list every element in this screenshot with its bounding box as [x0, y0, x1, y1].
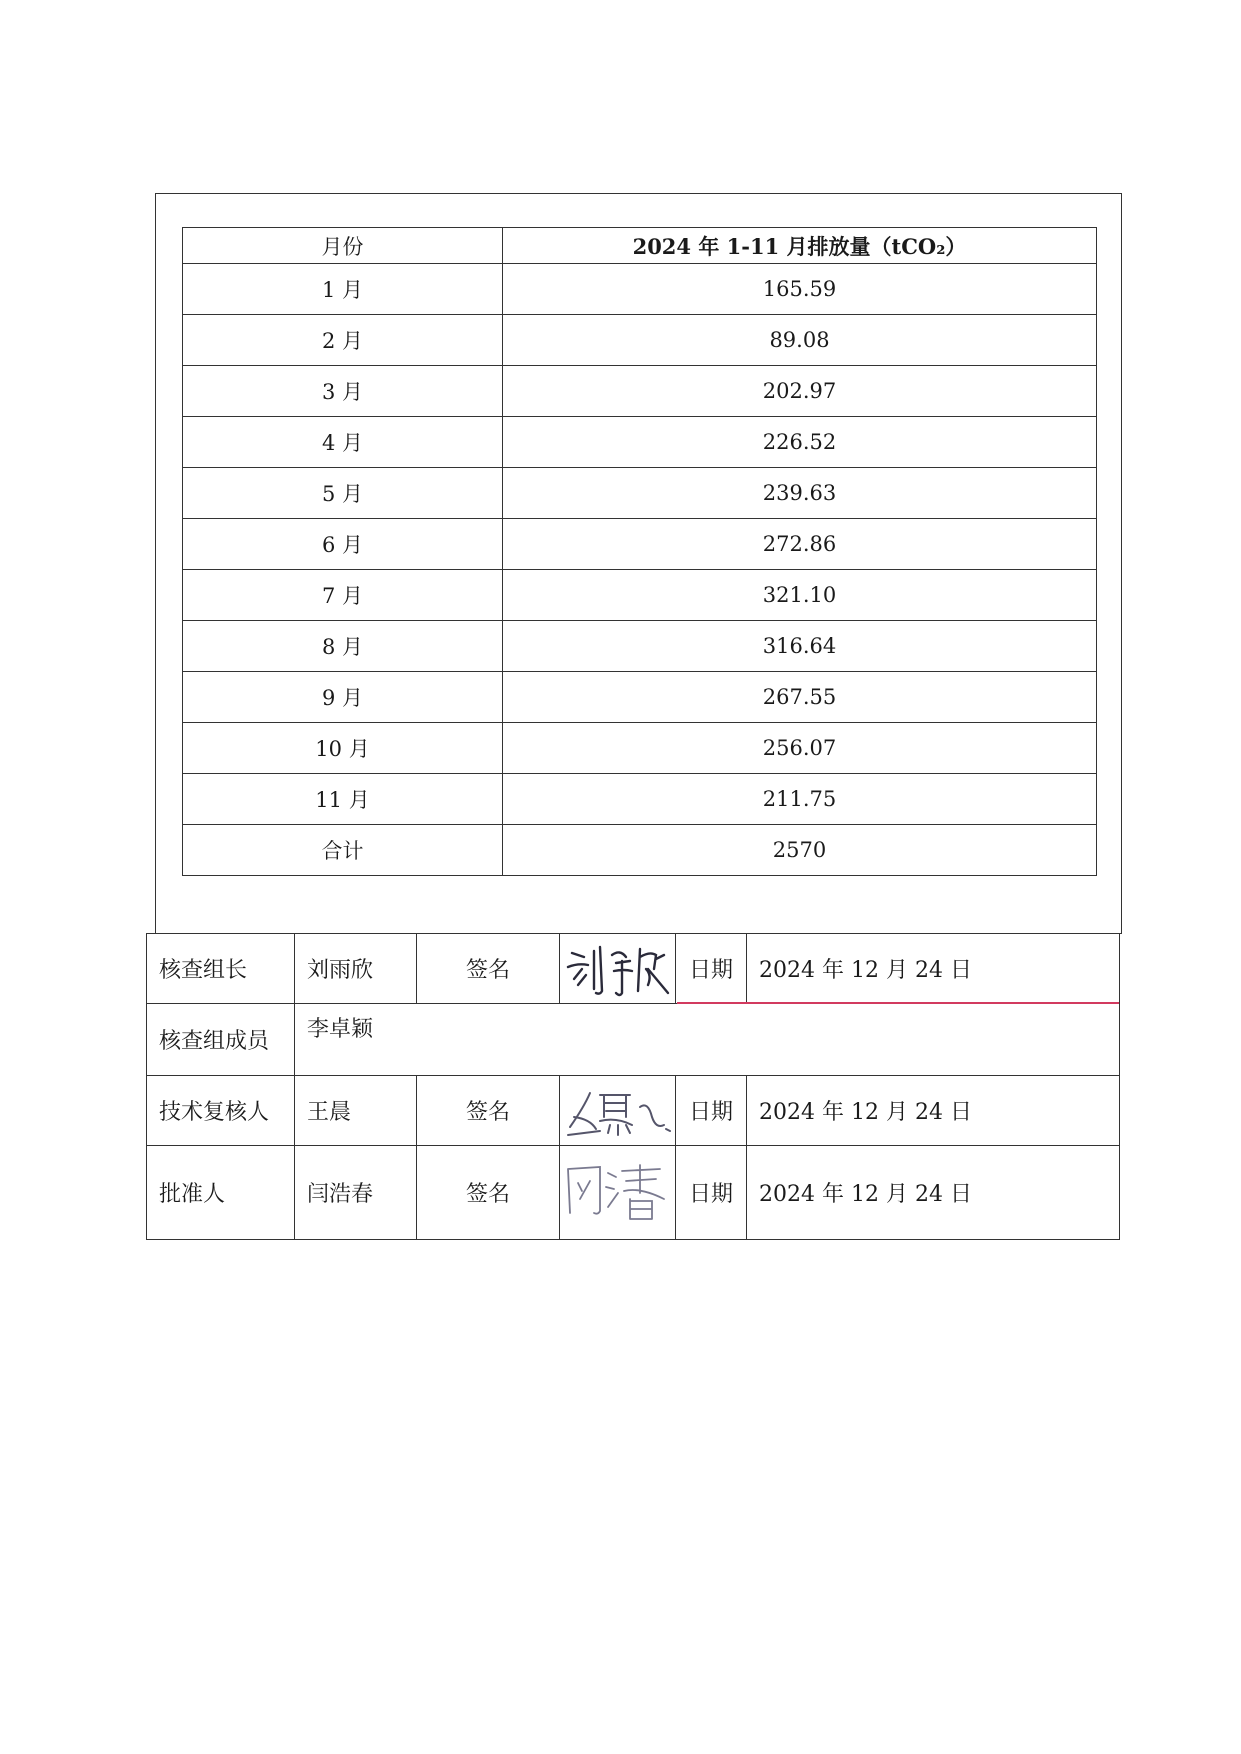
approver-label: 批准人: [147, 1146, 295, 1240]
value-cell: 226.52: [503, 417, 1097, 468]
red-rule-line: [677, 1002, 1119, 1004]
sign-label: 签名: [417, 1076, 560, 1146]
month-cell: 9 月: [183, 672, 503, 723]
table-row: [183, 315, 1097, 366]
table-row: [183, 723, 1097, 774]
approver-date: 2024 年 12 月 24 日: [747, 1146, 1120, 1240]
table-row: [183, 774, 1097, 825]
header-month: 月份: [183, 228, 503, 264]
month-cell: 11 月: [183, 774, 503, 825]
sign-label: 签名: [417, 934, 560, 1004]
month-cell: 3 月: [183, 366, 503, 417]
date-label: 日期: [676, 1146, 747, 1240]
value-cell: 89.08: [503, 315, 1097, 366]
value-cell: 256.07: [503, 723, 1097, 774]
total-value: 2570: [503, 825, 1097, 876]
signoff-table: [146, 933, 1120, 1240]
month-cell: 4 月: [183, 417, 503, 468]
total-row: [183, 825, 1097, 876]
month-cell: 8 月: [183, 621, 503, 672]
month-cell: 6 月: [183, 519, 503, 570]
date-label: 日期: [676, 934, 747, 1004]
value-cell: 321.10: [503, 570, 1097, 621]
approver-row: [147, 1146, 1120, 1240]
leader-name: 刘雨欣: [295, 934, 417, 1004]
value-cell: 165.59: [503, 264, 1097, 315]
reviewer-date: 2024 年 12 月 24 日: [747, 1076, 1120, 1146]
table-row: [183, 366, 1097, 417]
value-cell: 202.97: [503, 366, 1097, 417]
value-cell: 272.86: [503, 519, 1097, 570]
table-row: [183, 468, 1097, 519]
date-label: 日期: [676, 1076, 747, 1146]
sign-label: 签名: [417, 1146, 560, 1240]
approver-signature: [560, 1146, 676, 1240]
table-row: [183, 417, 1097, 468]
month-cell: 1 月: [183, 264, 503, 315]
value-cell: 267.55: [503, 672, 1097, 723]
value-cell: 316.64: [503, 621, 1097, 672]
value-cell: 239.63: [503, 468, 1097, 519]
table-row: [183, 519, 1097, 570]
leader-signature: [560, 934, 676, 1004]
table-row: [183, 570, 1097, 621]
leader-label: 核查组长: [147, 934, 295, 1004]
emissions-table: [182, 227, 1097, 876]
reviewer-row: [147, 1076, 1120, 1146]
leader-row: [147, 934, 1120, 1004]
reviewer-signature: [560, 1076, 676, 1146]
table-row: [183, 672, 1097, 723]
table-row: [183, 264, 1097, 315]
table-row: [183, 621, 1097, 672]
total-label: 合计: [183, 825, 503, 876]
approver-name: 闫浩春: [295, 1146, 417, 1240]
value-cell: 211.75: [503, 774, 1097, 825]
month-cell: 10 月: [183, 723, 503, 774]
month-cell: 2 月: [183, 315, 503, 366]
reviewer-label: 技术复核人: [147, 1076, 295, 1146]
members-row: [147, 1004, 1120, 1076]
header-emissions: 2024 年 1-11 月排放量（tCO₂）: [503, 228, 1097, 264]
members-names: 李卓颖: [295, 1004, 1120, 1076]
month-cell: 5 月: [183, 468, 503, 519]
leader-date: 2024 年 12 月 24 日: [747, 934, 1120, 1004]
table-header-row: [183, 228, 1097, 264]
members-label: 核查组成员: [147, 1004, 295, 1076]
month-cell: 7 月: [183, 570, 503, 621]
reviewer-name: 王晨: [295, 1076, 417, 1146]
